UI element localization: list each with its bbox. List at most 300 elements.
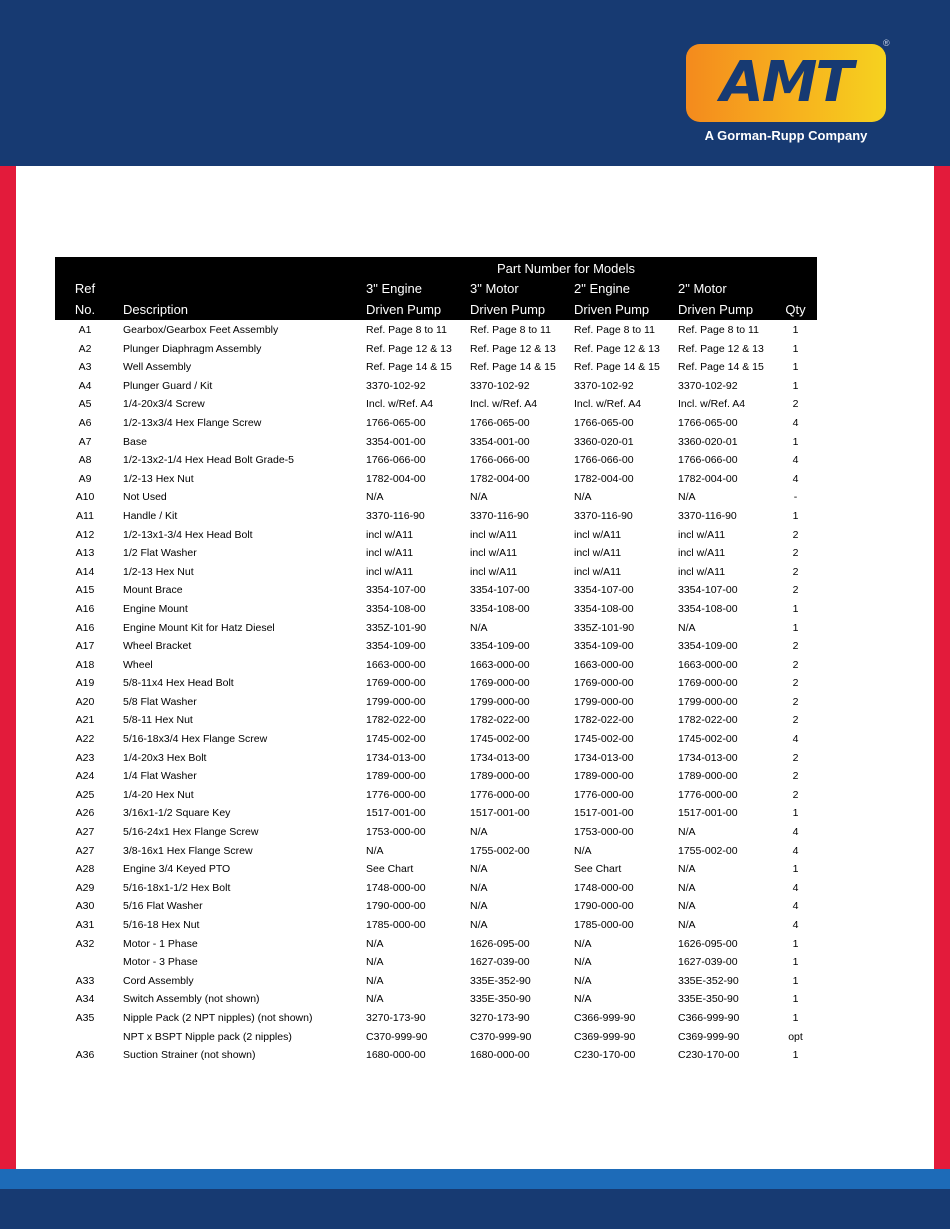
ref-cell: A35 (75, 1011, 95, 1024)
table-row (55, 469, 817, 488)
model3-header-bottom: Driven Pump (566, 299, 670, 320)
model2-part-cell: 3354-108-00 (470, 602, 530, 615)
model1-part-cell: 1782-004-00 (366, 472, 426, 485)
model4-part-cell: N/A (678, 863, 696, 876)
ref-cell: A27 (75, 826, 95, 839)
model2-header-bottom: Driven Pump (462, 299, 566, 320)
qty-cell: 4 (792, 844, 799, 857)
description-cell: Motor - 3 Phase (123, 956, 198, 969)
model1-part-cell: 1663-000-00 (366, 658, 426, 671)
model2-part-cell: 1680-000-00 (470, 1049, 530, 1062)
table-row (55, 655, 817, 674)
model1-part-cell: 3354-109-00 (366, 640, 426, 653)
table-row (55, 636, 817, 655)
table-row (55, 618, 817, 637)
description-cell: Not Used (123, 491, 167, 504)
qty-cell: 4 (792, 900, 799, 913)
model3-part-cell: Ref. Page 14 & 15 (574, 361, 660, 374)
ref-cell: A36 (75, 1049, 95, 1062)
description-cell: 1/4-20 Hex Nut (123, 788, 194, 801)
model4-part-cell: 3370-116-90 (678, 509, 737, 522)
ref-cell: A28 (75, 863, 95, 876)
model3-part-cell: N/A (574, 956, 592, 969)
model2-part-cell: 1782-022-00 (470, 714, 530, 727)
model1-part-cell: 1799-000-00 (366, 695, 426, 708)
model3-part-cell: 1753-000-00 (574, 826, 634, 839)
description-cell: 1/2 Flat Washer (123, 547, 197, 560)
table-row (55, 376, 817, 395)
model3-part-cell: N/A (574, 491, 592, 504)
table-row (55, 432, 817, 451)
description-cell: Motor - 1 Phase (123, 937, 198, 950)
description-cell: Switch Assembly (not shown) (123, 993, 260, 1006)
qty-cell: 2 (792, 770, 799, 783)
model4-part-cell: N/A (678, 621, 696, 634)
registered-mark: ® (883, 38, 890, 48)
ref-cell: A16 (75, 621, 95, 634)
model1-part-cell: 1790-000-00 (366, 900, 426, 913)
model2-part-cell: N/A (470, 491, 488, 504)
ref-cell: A17 (75, 640, 95, 653)
model4-part-cell: 1782-004-00 (678, 472, 738, 485)
description-cell: 5/16-18x1-1/2 Hex Bolt (123, 881, 231, 894)
model3-part-cell: 1789-000-00 (574, 770, 634, 783)
table-row (55, 339, 817, 358)
table-row (55, 525, 817, 544)
model1-part-cell: 1766-065-00 (366, 416, 426, 429)
description-cell: 1/4-20x3/4 Screw (123, 398, 205, 411)
table-row (55, 1008, 817, 1027)
model4-part-cell: 1766-066-00 (678, 454, 738, 467)
model3-part-cell: 3354-109-00 (574, 640, 634, 653)
ref-cell: A31 (75, 919, 95, 931)
ref-cell (55, 1027, 115, 1046)
model2-part-cell: N/A (470, 881, 488, 894)
model4-part-cell: C230-170-00 (678, 1049, 740, 1062)
qty-cell: opt (788, 1030, 803, 1043)
ref-cell: A33 (75, 974, 95, 987)
ref-header-bottom: No. (55, 299, 115, 320)
ref-cell: A26 (75, 807, 95, 820)
table-row (55, 692, 817, 711)
model1-part-cell: 3354-107-00 (366, 584, 426, 597)
model1-part-cell: N/A (366, 844, 384, 857)
ref-cell: A5 (78, 398, 92, 411)
ref-cell: A22 (75, 733, 95, 746)
description-cell: 1/2-13x2-1/4 Hex Head Bolt Grade-5 (123, 454, 295, 467)
model2-part-cell: 3354-109-00 (470, 640, 530, 653)
model2-part-cell: 1766-065-00 (470, 416, 530, 429)
model3-part-cell: Ref. Page 12 & 13 (574, 342, 660, 355)
table-row (55, 766, 817, 785)
qty-cell: 1 (792, 956, 799, 969)
table-row (55, 822, 817, 841)
model1-part-cell: N/A (366, 974, 384, 987)
ref-cell: A4 (78, 379, 92, 392)
model3-part-cell: N/A (574, 844, 592, 857)
model3-part-cell: 1663-000-00 (574, 658, 634, 671)
model4-part-cell: 1627-039-00 (678, 956, 738, 969)
model4-part-cell: 1776-000-00 (678, 788, 738, 801)
model1-part-cell: 3354-108-00 (366, 602, 426, 615)
table-row (55, 710, 817, 729)
model1-part-cell: 3270-173-90 (366, 1011, 426, 1024)
model3-part-cell: C230-170-00 (574, 1049, 636, 1062)
model1-part-cell: 3370-102-92 (366, 379, 426, 392)
model3-part-cell: 1517-001-00 (574, 807, 634, 820)
left-accent-bar (0, 166, 16, 1169)
model3-part-cell: Ref. Page 8 to 11 (574, 324, 655, 336)
model3-part-cell: Incl. w/Ref. A4 (574, 398, 642, 411)
ref-cell: A8 (78, 454, 92, 467)
model2-part-cell: 1776-000-00 (470, 788, 530, 801)
qty-cell: 2 (792, 658, 799, 671)
model4-part-cell: N/A (678, 826, 696, 839)
table-row (55, 915, 817, 934)
table-row (55, 506, 817, 525)
qty-cell: 1 (792, 602, 799, 615)
qty-cell: 2 (792, 584, 799, 597)
model3-part-cell: 3370-116-90 (574, 509, 633, 522)
description-cell: 1/2-13x3/4 Hex Flange Screw (123, 416, 262, 429)
model2-part-cell: 3370-102-92 (470, 379, 530, 392)
model4-part-cell: 1769-000-00 (678, 677, 738, 690)
model3-part-cell: 3354-108-00 (574, 602, 634, 615)
model1-part-cell: 1789-000-00 (366, 770, 426, 783)
model4-part-cell: N/A (678, 900, 696, 913)
ref-cell: A30 (75, 900, 95, 913)
table-row (55, 1027, 817, 1046)
qty-cell: 1 (792, 1049, 799, 1062)
model4-part-cell: Ref. Page 14 & 15 (678, 361, 764, 374)
ref-cell: A32 (75, 937, 95, 950)
ref-cell: A34 (75, 993, 95, 1006)
model1-part-cell: C370-999-90 (366, 1030, 428, 1043)
ref-cell: A24 (75, 770, 95, 783)
ref-cell: A9 (78, 472, 92, 485)
model2-part-cell: N/A (470, 900, 488, 913)
description-cell: Handle / Kit (123, 509, 178, 522)
model2-part-cell: incl w/A11 (470, 528, 518, 541)
qty-cell: 4 (792, 733, 799, 746)
model1-part-cell: Ref. Page 14 & 15 (366, 361, 452, 374)
table-row (55, 971, 817, 990)
description-cell: 5/16-18 Hex Nut (123, 919, 200, 931)
model4-part-cell: 1745-002-00 (678, 733, 738, 746)
ref-cell: A29 (75, 881, 95, 894)
table-row (55, 934, 817, 953)
qty-cell: 2 (792, 398, 799, 411)
model1-part-cell: N/A (366, 993, 384, 1006)
description-cell: 5/8 Flat Washer (123, 695, 197, 708)
model3-part-cell: 1799-000-00 (574, 695, 634, 708)
model2-part-cell: 3354-107-00 (470, 584, 530, 597)
qty-cell: 1 (792, 937, 799, 950)
table-row (55, 989, 817, 1008)
model2-header-top: 3" Motor (462, 279, 566, 299)
header-spacer (774, 279, 817, 299)
model2-part-cell: Ref. Page 12 & 13 (470, 342, 556, 355)
header-spacer (115, 279, 358, 299)
description-cell: Well Assembly (123, 361, 192, 374)
model4-part-cell: 335E-352-90 (678, 974, 739, 987)
qty-cell: 1 (792, 324, 799, 336)
model1-part-cell: N/A (366, 937, 384, 950)
description-cell: 5/8-11 Hex Nut (123, 714, 193, 727)
qty-cell: - (793, 491, 798, 504)
table-row (55, 450, 817, 469)
model1-part-cell: 3370-116-90 (366, 509, 425, 522)
model1-part-cell: 1745-002-00 (366, 733, 426, 746)
model3-part-cell: N/A (574, 974, 592, 987)
description-cell: Base (123, 435, 147, 448)
ref-cell: A11 (76, 509, 94, 522)
footer-stripe (0, 1169, 950, 1189)
description-cell: Plunger Diaphragm Assembly (123, 342, 262, 355)
model2-part-cell: incl w/A11 (470, 565, 518, 578)
ref-header-top: Ref (55, 279, 115, 299)
qty-header: Qty (774, 299, 817, 320)
model3-part-cell: 1785-000-00 (574, 919, 634, 931)
table-row (55, 413, 817, 432)
model2-part-cell: 335E-350-90 (470, 993, 531, 1006)
ref-cell: A19 (75, 677, 95, 690)
model4-part-cell: 1517-001-00 (678, 807, 738, 820)
table-body (55, 320, 817, 1064)
model1-part-cell: 1785-000-00 (366, 919, 426, 931)
model1-part-cell: 1776-000-00 (366, 788, 426, 801)
description-cell: 5/8-11x4 Hex Head Bolt (123, 677, 234, 690)
model2-part-cell: Ref. Page 14 & 15 (470, 361, 556, 374)
ref-cell: A18 (75, 658, 95, 671)
model3-part-cell: C369-999-90 (574, 1030, 636, 1043)
model2-part-cell: Incl. w/Ref. A4 (470, 398, 538, 411)
model3-part-cell: 3354-107-00 (574, 584, 634, 597)
qty-cell: 1 (792, 807, 799, 820)
model4-part-cell: Incl. w/Ref. A4 (678, 398, 746, 411)
ref-cell: A12 (75, 528, 95, 541)
model4-part-cell: C366-999-90 (678, 1011, 740, 1024)
model4-part-cell: incl w/A11 (678, 547, 726, 560)
ref-cell: A23 (75, 751, 95, 764)
table-row (55, 673, 817, 692)
qty-cell: 2 (792, 695, 799, 708)
model1-part-cell: 3354-001-00 (366, 435, 426, 448)
right-accent-bar (934, 166, 950, 1169)
model4-part-cell: 335E-350-90 (678, 993, 739, 1006)
qty-cell: 1 (792, 993, 799, 1006)
model2-part-cell: 1782-004-00 (470, 472, 530, 485)
description-cell: Engine Mount Kit for Hatz Diesel (123, 621, 275, 634)
model2-part-cell: 1769-000-00 (470, 677, 530, 690)
header-spacer (55, 257, 358, 279)
description-cell: 1/2-13x1-3/4 Hex Head Bolt (123, 528, 253, 541)
model3-part-cell: See Chart (574, 863, 622, 876)
table-row (55, 878, 817, 897)
model4-part-cell: N/A (678, 491, 696, 504)
table-row (55, 952, 817, 971)
model1-part-cell: 1517-001-00 (366, 807, 426, 820)
table-row (55, 394, 817, 413)
ref-cell: A25 (75, 788, 95, 801)
model3-part-cell: incl w/A11 (574, 547, 622, 560)
model2-part-cell: 1734-013-00 (470, 751, 530, 764)
model4-part-cell: 1789-000-00 (678, 770, 738, 783)
model4-part-cell: 3360-020-01 (678, 435, 738, 448)
qty-cell: 2 (792, 640, 799, 653)
table-row (55, 543, 817, 562)
model4-part-cell: 3354-109-00 (678, 640, 738, 653)
qty-cell: 4 (792, 416, 799, 429)
description-cell: 1/2-13 Hex Nut (123, 565, 194, 578)
description-cell: 1/4 Flat Washer (123, 770, 197, 783)
model4-part-cell: incl w/A11 (678, 528, 726, 541)
model2-part-cell: 1517-001-00 (470, 807, 530, 820)
qty-cell: 1 (792, 1011, 799, 1024)
description-cell: 3/8-16x1 Hex Flange Screw (123, 844, 253, 857)
description-cell: 1/2-13 Hex Nut (123, 472, 194, 485)
description-cell: 1/4-20x3 Hex Bolt (123, 751, 207, 764)
table-row (55, 896, 817, 915)
model1-part-cell: 1680-000-00 (366, 1049, 426, 1062)
model2-part-cell: 3370-116-90 (470, 509, 529, 522)
model4-part-cell: 1755-002-00 (678, 844, 738, 857)
description-cell: 5/16-24x1 Hex Flange Screw (123, 826, 259, 839)
table-row (55, 803, 817, 822)
model1-part-cell: 335Z-101-90 (366, 621, 427, 634)
model1-part-cell: N/A (366, 491, 384, 504)
model4-part-cell: Ref. Page 12 & 13 (678, 342, 764, 355)
header-spacer (774, 257, 817, 279)
model4-part-cell: C369-999-90 (678, 1030, 740, 1043)
model2-part-cell: 1799-000-00 (470, 695, 530, 708)
ref-cell: A15 (75, 584, 95, 597)
qty-cell: 4 (792, 472, 799, 485)
model2-part-cell: C370-999-90 (470, 1030, 532, 1043)
model4-part-cell: Ref. Page 8 to 11 (678, 324, 759, 336)
description-cell: Cord Assembly (123, 974, 194, 987)
model4-part-cell: 1663-000-00 (678, 658, 738, 671)
model1-header-bottom: Driven Pump (358, 299, 462, 320)
logo-text: AMT (720, 50, 852, 115)
ref-cell: A27 (75, 844, 95, 857)
qty-cell: 1 (792, 974, 799, 987)
model2-part-cell: N/A (470, 621, 488, 634)
ref-cell: A14 (75, 565, 95, 578)
footer-band (0, 1189, 950, 1229)
description-cell: NPT x BSPT Nipple pack (2 nipples) (123, 1030, 292, 1043)
model4-part-cell: 1782-022-00 (678, 714, 738, 727)
model2-part-cell: 3270-173-90 (470, 1011, 530, 1024)
description-cell: Suction Strainer (not shown) (123, 1049, 256, 1062)
model3-part-cell: 3370-102-92 (574, 379, 634, 392)
model2-part-cell: 1626-095-00 (470, 937, 530, 950)
model2-part-cell: 1627-039-00 (470, 956, 530, 969)
qty-cell: 2 (792, 714, 799, 727)
qty-cell: 4 (792, 881, 799, 894)
qty-cell: 2 (792, 677, 799, 690)
description-header: Description (115, 299, 358, 320)
ref-cell: A6 (78, 416, 92, 429)
qty-cell: 1 (792, 435, 799, 448)
model3-part-cell: 1782-004-00 (574, 472, 634, 485)
qty-cell: 4 (792, 919, 799, 931)
qty-cell: 2 (792, 565, 799, 578)
model3-part-cell: 3360-020-01 (574, 435, 634, 448)
model3-part-cell: 1766-065-00 (574, 416, 634, 429)
model2-part-cell: 3354-001-00 (470, 435, 530, 448)
qty-cell: 2 (792, 751, 799, 764)
model1-part-cell: 1782-022-00 (366, 714, 426, 727)
ref-cell: A2 (78, 342, 92, 355)
qty-cell: 4 (792, 454, 799, 467)
table-row (55, 599, 817, 618)
model3-part-cell: incl w/A11 (574, 528, 622, 541)
model2-part-cell: N/A (470, 919, 488, 931)
ref-cell: A7 (78, 435, 92, 448)
ref-cell: A10 (75, 491, 95, 504)
model4-part-cell: N/A (678, 919, 696, 931)
description-cell: Gearbox/Gearbox Feet Assembly (123, 324, 279, 336)
model3-part-cell: 1782-022-00 (574, 714, 634, 727)
table-row (55, 748, 817, 767)
description-cell: 5/16-18x3/4 Hex Flange Screw (123, 733, 268, 746)
model3-part-cell: N/A (574, 937, 592, 950)
qty-cell: 2 (792, 547, 799, 560)
qty-cell: 2 (792, 528, 799, 541)
model4-part-cell: N/A (678, 881, 696, 894)
model1-part-cell: Incl. w/Ref. A4 (366, 398, 434, 411)
model4-part-cell: 1799-000-00 (678, 695, 738, 708)
model1-part-cell: 1769-000-00 (366, 677, 426, 690)
table-row (55, 785, 817, 804)
group-header: Part Number for Models (358, 257, 774, 279)
table-row (55, 320, 817, 339)
company-tagline: A Gorman-Rupp Company (704, 128, 868, 143)
model2-part-cell: N/A (470, 826, 488, 839)
model3-part-cell: 1769-000-00 (574, 677, 634, 690)
table-row (55, 487, 817, 506)
model3-part-cell: 1766-066-00 (574, 454, 634, 467)
model1-part-cell: 1766-066-00 (366, 454, 426, 467)
model4-part-cell: 1626-095-00 (678, 937, 738, 950)
model4-part-cell: 3370-102-92 (678, 379, 738, 392)
model3-part-cell: 1748-000-00 (574, 881, 634, 894)
description-cell: Wheel Bracket (123, 640, 192, 653)
qty-cell: 2 (792, 788, 799, 801)
qty-cell: 1 (792, 621, 799, 634)
model4-header-top: 2" Motor (670, 279, 774, 299)
model4-part-cell: 1766-065-00 (678, 416, 738, 429)
model2-part-cell: incl w/A11 (470, 547, 518, 560)
model3-part-cell: 1745-002-00 (574, 733, 634, 746)
model2-part-cell: N/A (470, 863, 488, 876)
model4-part-cell: incl w/A11 (678, 565, 726, 578)
qty-cell: 1 (792, 863, 799, 876)
model1-header-top: 3" Engine (358, 279, 462, 299)
model2-part-cell: 1789-000-00 (470, 770, 530, 783)
model3-part-cell: N/A (574, 993, 592, 1006)
description-cell: Engine Mount (123, 602, 188, 615)
model3-part-cell: 1776-000-00 (574, 788, 634, 801)
description-cell: 5/16 Flat Washer (123, 900, 203, 913)
model2-part-cell: 1755-002-00 (470, 844, 530, 857)
table-row (55, 729, 817, 748)
model4-header-bottom: Driven Pump (670, 299, 774, 320)
ref-cell: A20 (75, 695, 95, 708)
model3-part-cell: 335Z-101-90 (574, 621, 635, 634)
model4-part-cell: 3354-108-00 (678, 602, 738, 615)
